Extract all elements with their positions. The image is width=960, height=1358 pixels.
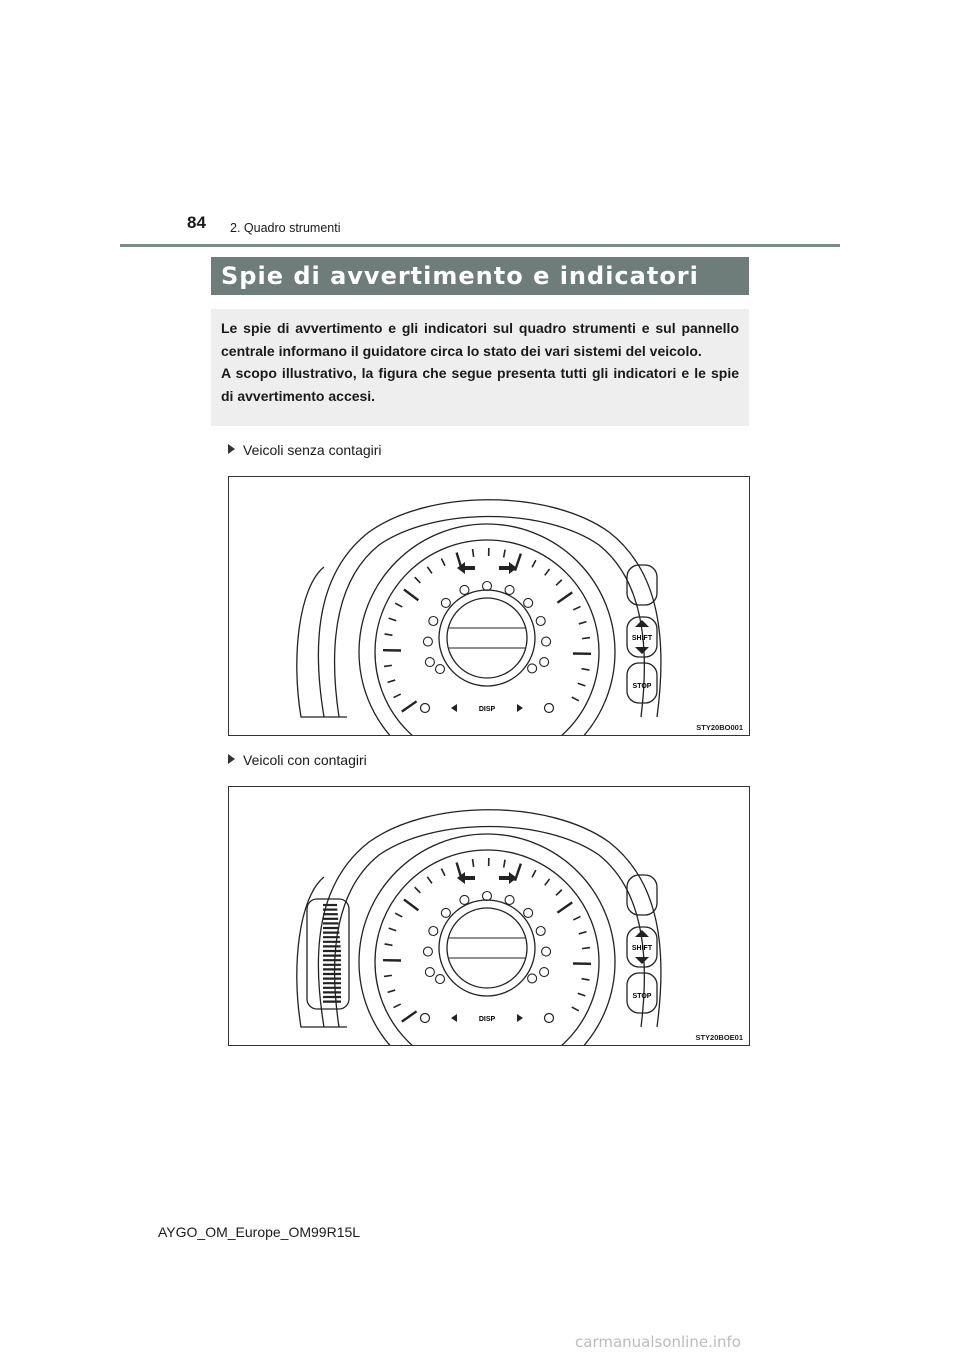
dial-tick [385,634,393,635]
knob-right-icon [545,1014,554,1023]
variant-label-text: Veicoli senza contagiri [243,442,382,458]
dial-tick [388,680,396,682]
dial-tick [579,622,587,624]
shift-down-arrow [635,647,649,654]
dial-tick [582,638,590,639]
knob-left-icon [421,704,430,713]
center-display [447,598,527,678]
warning-light-icon [425,968,434,977]
shift-up-arrow [635,620,649,627]
warning-light-icon [540,968,549,977]
center-display [447,908,527,988]
center-display-ring [439,590,535,686]
dial-tick [441,559,445,566]
figure-code: STY20BOE01 [695,1033,743,1042]
dial-tick [395,913,402,917]
variant-label-1 [228,442,382,458]
intro-text-1: Le spie di avvertimento e gli indicatori sul quadro strumenti e sul pannello centrale informano il guidatore circa lo stato dei vari sistemi del veicolo. [221,320,739,359]
dial-tick [557,902,572,912]
figure-cluster-1 [228,476,750,736]
dial-tick [384,665,392,666]
page-number: 84 [187,213,206,232]
warning-light-icon [505,895,514,904]
warning-light-icon [505,585,514,594]
dial-tick [572,697,579,701]
disp-label: DISP [478,1016,496,1023]
cluster-illustration [229,787,749,1045]
shift-up-arrow [635,930,649,937]
warning-light-icon [542,947,551,956]
warning-light-icon [460,585,469,594]
shift-label: SHIFT [631,945,653,952]
dial-tick [557,592,572,602]
dial-tick [394,694,401,698]
warning-light-icon [528,974,537,983]
dial-tick [545,569,550,575]
dial-tick [404,899,418,910]
dial-tick [532,870,536,877]
dial-tick [556,890,562,896]
warning-light-icon [528,664,537,673]
header-rule [120,244,840,247]
dial-tick [582,669,590,670]
arrow-icon [228,444,235,454]
warning-light-icon [425,658,434,667]
dial-tick [573,606,580,610]
dial-tick [556,580,562,586]
warning-light-icon [536,927,545,936]
dial-tick [395,603,402,607]
dial-tick [402,701,417,711]
dial-tick [473,859,474,867]
knob-right-icon [545,704,554,713]
dial-outer-ring [359,834,615,1045]
disp-left-arrow [451,1014,457,1022]
dial-tick [504,550,505,558]
dial-tick [389,618,397,621]
dial-tick [388,990,396,992]
dial-tick [415,887,421,893]
dial-tick [404,589,418,600]
warning-light-icon [429,927,438,936]
dial-tick [545,879,550,885]
dial-tick [582,979,590,980]
disp-label: DISP [478,706,496,713]
footer-code: AYGO_OM_Europe_OM99R15L [158,1224,361,1240]
warning-light-icon [524,908,533,917]
stop-label: STOP [632,993,652,1000]
warning-light-icon [483,582,492,591]
dial-tick [402,1011,417,1021]
intro-box [211,309,749,426]
dial-outer-ring [359,524,615,735]
warning-light-icon [483,892,492,901]
housing-outline [318,500,661,717]
figure-cluster-2 [228,786,750,1046]
left-pod [297,567,347,717]
turn-right-icon [499,562,517,574]
warning-light-icon [441,598,450,607]
shift-label: SHIFT [631,635,653,642]
warning-light-icon [436,975,445,984]
section-title: 2. Quadro strumenti [230,221,341,235]
dial-tick [473,549,474,557]
dial-tick [394,1004,401,1008]
center-display-ring [439,900,535,996]
disp-right-arrow [517,704,523,712]
variant-label-2 [228,752,367,768]
warning-light-icon [540,658,549,667]
dial-tick [427,567,432,574]
dial-tick [415,577,421,583]
warning-light-icon [429,617,438,626]
warning-light-icon [536,617,545,626]
dial-tick [385,944,393,945]
dial-tick [573,916,580,920]
page-title: Spie di avvertimento e indicatori [211,257,749,295]
disp-right-arrow [517,1014,523,1022]
arrow-icon [228,754,235,764]
warning-light-icon [460,895,469,904]
dial-tick [579,932,587,934]
warning-light-icon [542,637,551,646]
warning-light-icon [524,598,533,607]
dial-tick [532,560,536,567]
warning-light-icon [423,947,432,956]
dial-tick [582,948,590,949]
shift-down-arrow [635,957,649,964]
dial-tick [427,877,432,884]
warning-light-icon [436,665,445,674]
figure-code: STY20BO001 [696,723,743,732]
variant-label-text: Veicoli con contagiri [243,752,367,768]
housing-outline [318,810,661,1027]
dial-tick [441,869,445,876]
dial-tick [384,975,392,976]
warning-light-icon [441,908,450,917]
watermark: carmanualsonline.info [575,1333,741,1351]
cluster-illustration [229,477,749,735]
knob-left-icon [421,1014,430,1023]
dial-tick [578,683,586,686]
warning-light-icon [423,637,432,646]
disp-left-arrow [451,704,457,712]
dial-tick [389,928,397,931]
dial-tick [572,1007,579,1011]
stop-label: STOP [632,683,652,690]
dial-tick [504,860,505,868]
turn-right-icon [499,872,517,884]
dial-tick [578,993,586,996]
intro-text-2: A scopo illustrativo, la figura che segue presenta tutti gli indicatori e le spie di avvertimento accesi. [221,365,739,404]
